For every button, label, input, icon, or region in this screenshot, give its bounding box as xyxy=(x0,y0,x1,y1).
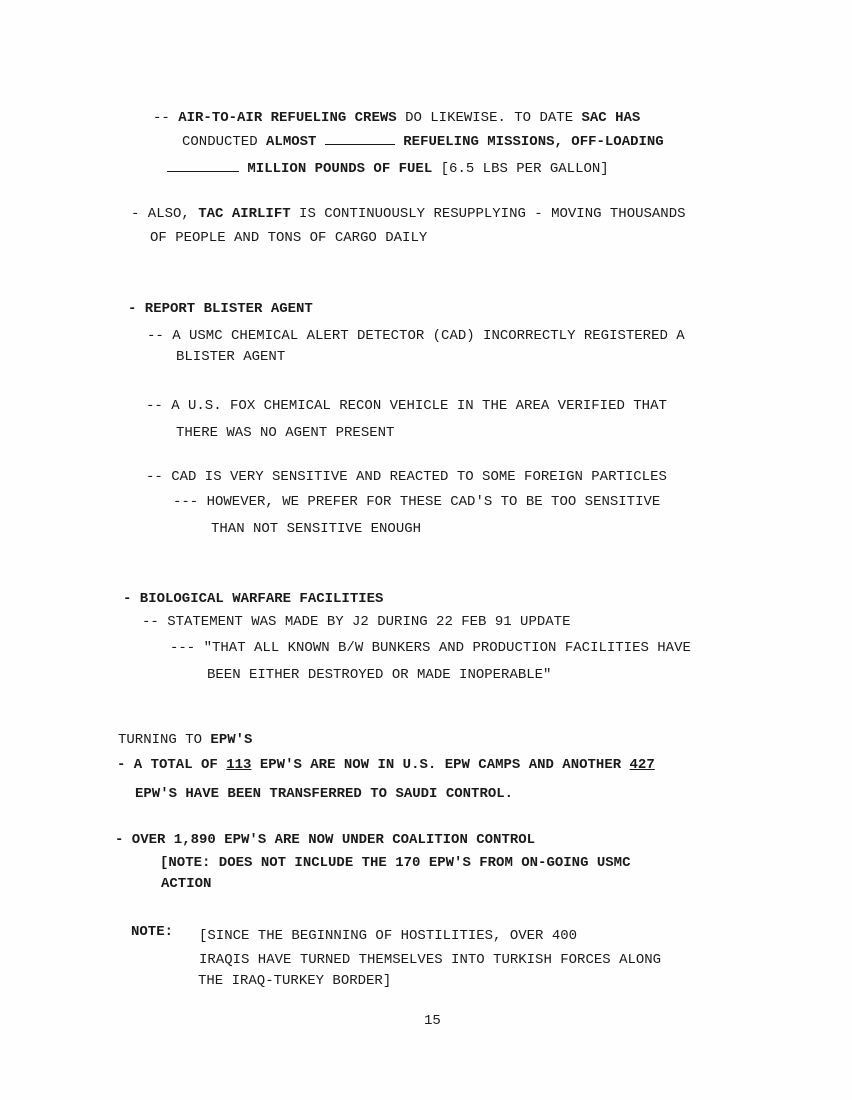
sac-line-3-bold: MILLION POUNDS OF FUEL xyxy=(247,161,433,177)
sac-line-2-text: CONDUCTED xyxy=(182,134,258,150)
note-label: NOTE: xyxy=(131,924,174,940)
sac-line-1-bold: AIR-TO-AIR REFUELING CREWS xyxy=(178,110,397,126)
epw-over-line-3: ACTION xyxy=(161,876,212,892)
sac-line-1-bold-end: SAC HAS xyxy=(581,110,641,126)
tac-line-1-text: - ALSO, xyxy=(131,206,190,222)
sac-line-2 xyxy=(182,133,664,150)
tac-line-2: OF PEOPLE AND TONS OF CARGO DAILY xyxy=(150,230,428,246)
sac-line-3-text: [6.5 LBS PER GALLON] xyxy=(440,161,609,177)
bio-line-1: -- STATEMENT WAS MADE BY J2 DURING 22 FEB 91 UPDATE xyxy=(142,614,571,630)
epw-transferred-number: 427 xyxy=(629,757,655,773)
tac-line-1-text-end: IS CONTINUOUSLY RESUPPLYING - MOVING THOUSANDS xyxy=(299,206,686,222)
note-line-3: THE IRAQ-TURKEY BORDER] xyxy=(198,973,392,989)
missions-blank xyxy=(325,133,395,145)
epw-total-line-1 xyxy=(117,757,655,773)
dash: -- xyxy=(153,110,170,126)
blister-p3-line-1: -- CAD IS VERY SENSITIVE AND REACTED TO SOME FOREIGN PARTICLES xyxy=(146,469,667,485)
epw-total-number: 113 xyxy=(226,757,252,773)
epw-heading xyxy=(118,732,252,748)
bio-line-2: --- "THAT ALL KNOWN B/W BUNKERS AND PRODUCTION FACILITIES HAVE xyxy=(170,640,691,656)
sac-line-3 xyxy=(167,160,609,177)
epw-total-text-mid: EPW'S ARE NOW IN U.S. EPW CAMPS AND ANOTHER xyxy=(259,757,622,773)
blister-p2-line-2: THERE WAS NO AGENT PRESENT xyxy=(176,425,395,441)
blister-p1-line-1: -- A USMC CHEMICAL ALERT DETECTOR (CAD) INCORRECTLY REGISTERED A xyxy=(147,328,685,344)
epw-total-text: - A TOTAL OF xyxy=(117,757,218,773)
pounds-blank xyxy=(167,160,239,172)
blister-p1-line-2: BLISTER AGENT xyxy=(176,349,286,365)
blister-p2-line-1: -- A U.S. FOX CHEMICAL RECON VEHICLE IN THE AREA VERIFIED THAT xyxy=(146,398,667,414)
tac-line-1 xyxy=(131,206,686,222)
sac-line-1 xyxy=(153,110,640,126)
sac-line-2-bold-end: REFUELING MISSIONS, OFF-LOADING xyxy=(403,134,664,150)
epw-total-line-2: EPW'S HAVE BEEN TRANSFERRED TO SAUDI CONTROL. xyxy=(135,786,514,802)
sac-line-2-bold: ALMOST xyxy=(266,134,317,150)
bio-heading: - BIOLOGICAL WARFARE FACILITIES xyxy=(123,591,384,607)
page-number: 15 xyxy=(424,1013,441,1029)
epw-heading-bold: EPW'S xyxy=(210,732,253,748)
bio-line-3: BEEN EITHER DESTROYED OR MADE INOPERABLE" xyxy=(207,667,552,683)
note-line-2: IRAQIS HAVE TURNED THEMSELVES INTO TURKISH FORCES ALONG xyxy=(199,952,662,968)
tac-line-1-bold: TAC AIRLIFT xyxy=(198,206,291,222)
epw-over-line-1: - OVER 1,890 EPW'S ARE NOW UNDER COALITION CONTROL xyxy=(115,832,536,848)
epw-heading-text: TURNING TO xyxy=(118,732,203,748)
sac-line-1-text: DO LIKEWISE. TO DATE xyxy=(405,110,574,126)
blister-p3-line-3: THAN NOT SENSITIVE ENOUGH xyxy=(211,521,422,537)
blister-heading: - REPORT BLISTER AGENT xyxy=(128,301,313,317)
blister-p3-line-2: --- HOWEVER, WE PREFER FOR THESE CAD'S TO BE TOO SENSITIVE xyxy=(173,494,661,510)
note-line-1: [SINCE THE BEGINNING OF HOSTILITIES, OVER 400 xyxy=(199,928,578,944)
epw-over-line-2: [NOTE: DOES NOT INCLUDE THE 170 EPW'S FROM ON-GOING USMC xyxy=(160,855,631,871)
